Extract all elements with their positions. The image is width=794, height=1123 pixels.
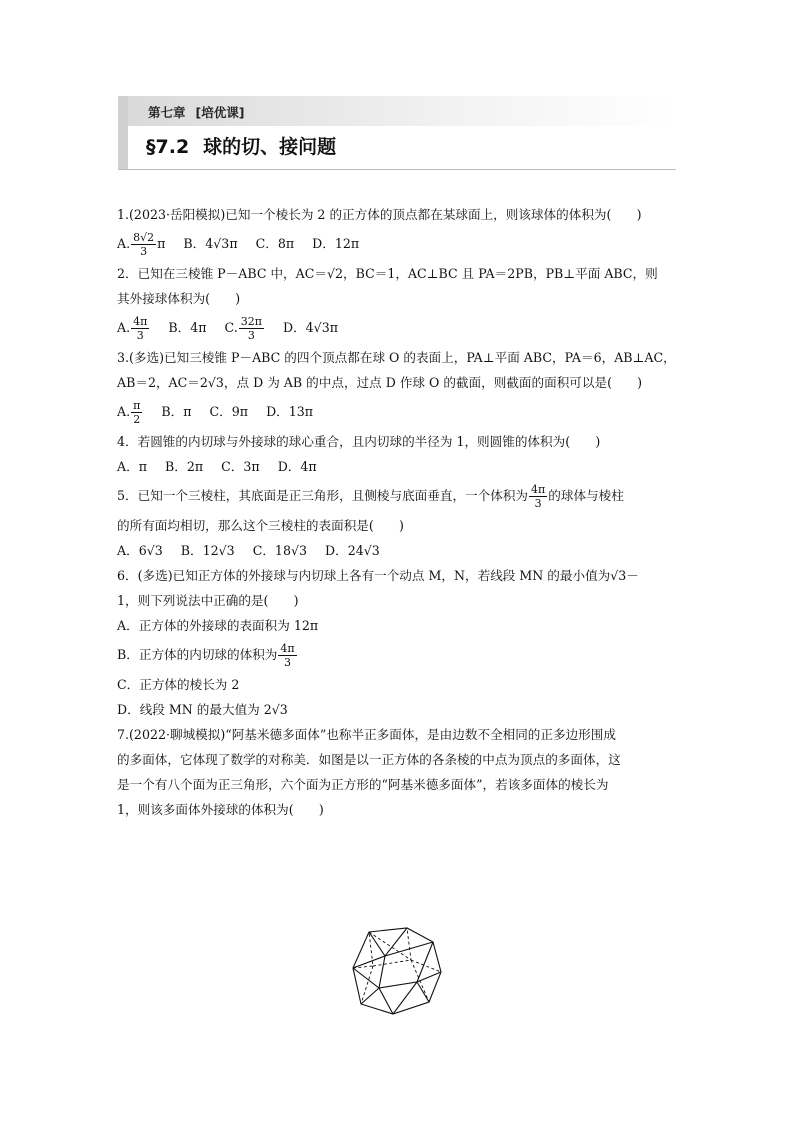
page-title [146,132,336,159]
chapter-tag: [培优课] [195,105,245,120]
option-a[interactable]: A．6√3 [117,543,163,558]
question-text: AB＝2，AC＝2√3，点 D 为 AB 的中点，过点 D 作球 O 的截面，则截面的面积可以是( ) [117,375,643,390]
numerator: 4π [133,315,148,328]
denominator: 3 [136,329,144,342]
section-number: §7.2 [146,136,190,158]
options-row [117,454,679,479]
chapter-number: 第七章 [148,105,186,120]
option-tail: π [157,236,166,251]
text-segment: B．正方体的内切球的体积为 [117,647,278,662]
header-divider [118,169,676,170]
question-7 [117,722,679,822]
question-text: 2．已知在三棱锥 P－ABC 中，AC＝√2，BC＝1，AC⊥BC 且 PA＝2PB，PB⊥平面 ABC，则 [117,266,658,281]
option-c[interactable]: C．3π [221,459,260,474]
option-label: C. [224,320,238,335]
numerator: 8√2 [133,231,155,244]
section-title: 球的切、接问题 [203,136,337,158]
option-c[interactable] [224,315,265,342]
options-row [117,395,679,429]
option-c[interactable]: C．18√3 [252,543,307,558]
fraction [529,483,547,510]
numerator: 32π [240,315,262,328]
fraction [131,315,149,342]
option-b[interactable] [117,638,679,672]
question-text: 7.(2022·聊城模拟)“阿基米德多面体”也称半正多面体，是由边数不全相同的正多边形围成 [117,727,616,742]
option-d[interactable]: D．线段 MN 的最大值为 2√3 [117,702,288,717]
hidden-edges [369,928,411,960]
option-b[interactable]: B．4√3π [183,236,238,251]
option-d[interactable]: D．12π [312,236,360,251]
question-3 [117,345,679,429]
option-b[interactable]: B．2π [164,459,204,474]
options-row [117,227,679,261]
text-segment: 5．已知一个三棱柱，其底面是正三角形，且侧棱与底面垂直，一个体积为 [117,488,529,503]
option-a[interactable]: A．π [117,459,147,474]
question-text: 的所有面均相切，那么这个三棱柱的表面积是( ) [117,518,404,533]
question-text: 6．(多选)已知正方体的外接球与内切球上各有一个动点 M，N，若线段 MN 的最小值为√3－ [117,568,639,583]
option-b[interactable]: B．π [161,404,192,419]
question-text: 的多面体，它体现了数学的对称美．如图是以一正方体的各条棱的中点为顶点的多面体，这 [117,752,621,767]
header-accent-bar [118,96,128,170]
denominator: 3 [284,656,291,669]
question-2 [117,261,679,345]
numerator: π [133,399,141,412]
question-5 [117,479,679,563]
option-c[interactable]: C．8π [255,236,295,251]
fraction [239,315,264,342]
hidden-edges [373,960,411,966]
cuboctahedron-figure [349,926,445,1016]
option-d[interactable]: D．13π [266,404,314,419]
question-1 [117,202,679,261]
option-a[interactable]: A．正方体的外接球的表面积为 12π [117,618,319,633]
front-edges [361,988,379,1004]
option-d[interactable]: D．4π [277,459,317,474]
option-d[interactable]: D．24√3 [325,543,380,558]
option-a[interactable] [117,231,166,258]
option-label: A. [117,320,131,335]
chapter-label [148,103,244,121]
options-row [117,538,679,563]
text-segment: 的球体与棱柱 [548,488,624,503]
numerator: 4π [280,642,295,655]
question-text: 1.(2023·岳阳模拟)已知一个棱长为 2 的正方体的顶点都在某球面上，则该球体的体积为( ) [117,207,642,222]
denominator: 2 [133,413,141,426]
denominator: 3 [534,497,542,510]
option-b[interactable]: B．4π [168,320,207,335]
fraction [131,231,156,258]
fraction [278,642,296,669]
section-header [118,96,676,170]
front-edges [353,956,385,988]
question-text: 1，则下列说法中正确的是( ) [117,593,299,608]
option-label: A. [117,236,131,251]
option-b[interactable]: B．12√3 [180,543,235,558]
option-c[interactable]: C．9π [209,404,249,419]
option-c[interactable]: C．正方体的棱长为 2 [117,677,240,692]
question-6 [117,563,679,722]
question-text: 1，则该多面体外接球的体积为( ) [117,802,324,817]
question-list [117,202,679,822]
question-text: 其外接球体积为( ) [117,291,241,306]
denominator: 3 [247,329,255,342]
options-row [117,311,679,345]
question-4 [117,429,679,479]
fraction [131,399,142,426]
denominator: 3 [140,245,148,258]
numerator: 4π [531,483,546,496]
question-text [117,479,679,513]
front-edges [417,982,429,1002]
option-d[interactable]: D．4√3π [282,320,338,335]
question-text: 是一个有八个面为正三角形，六个面为正方形的“阿基米德多面体”，若该多面体的棱长为 [117,777,609,792]
option-label: A. [117,404,131,419]
question-text: 4．若圆锥的内切球与外接球的球心重合，且内切球的半径为 1，则圆锥的体积为( ) [117,434,601,449]
question-text: 3.(多选)已知三棱锥 P－ABC 的四个顶点都在球 O 的表面上，PA⊥平面 ABC，PA＝6，AB⊥AC， [117,350,676,365]
option-a[interactable] [117,315,150,342]
option-a[interactable] [117,399,143,426]
